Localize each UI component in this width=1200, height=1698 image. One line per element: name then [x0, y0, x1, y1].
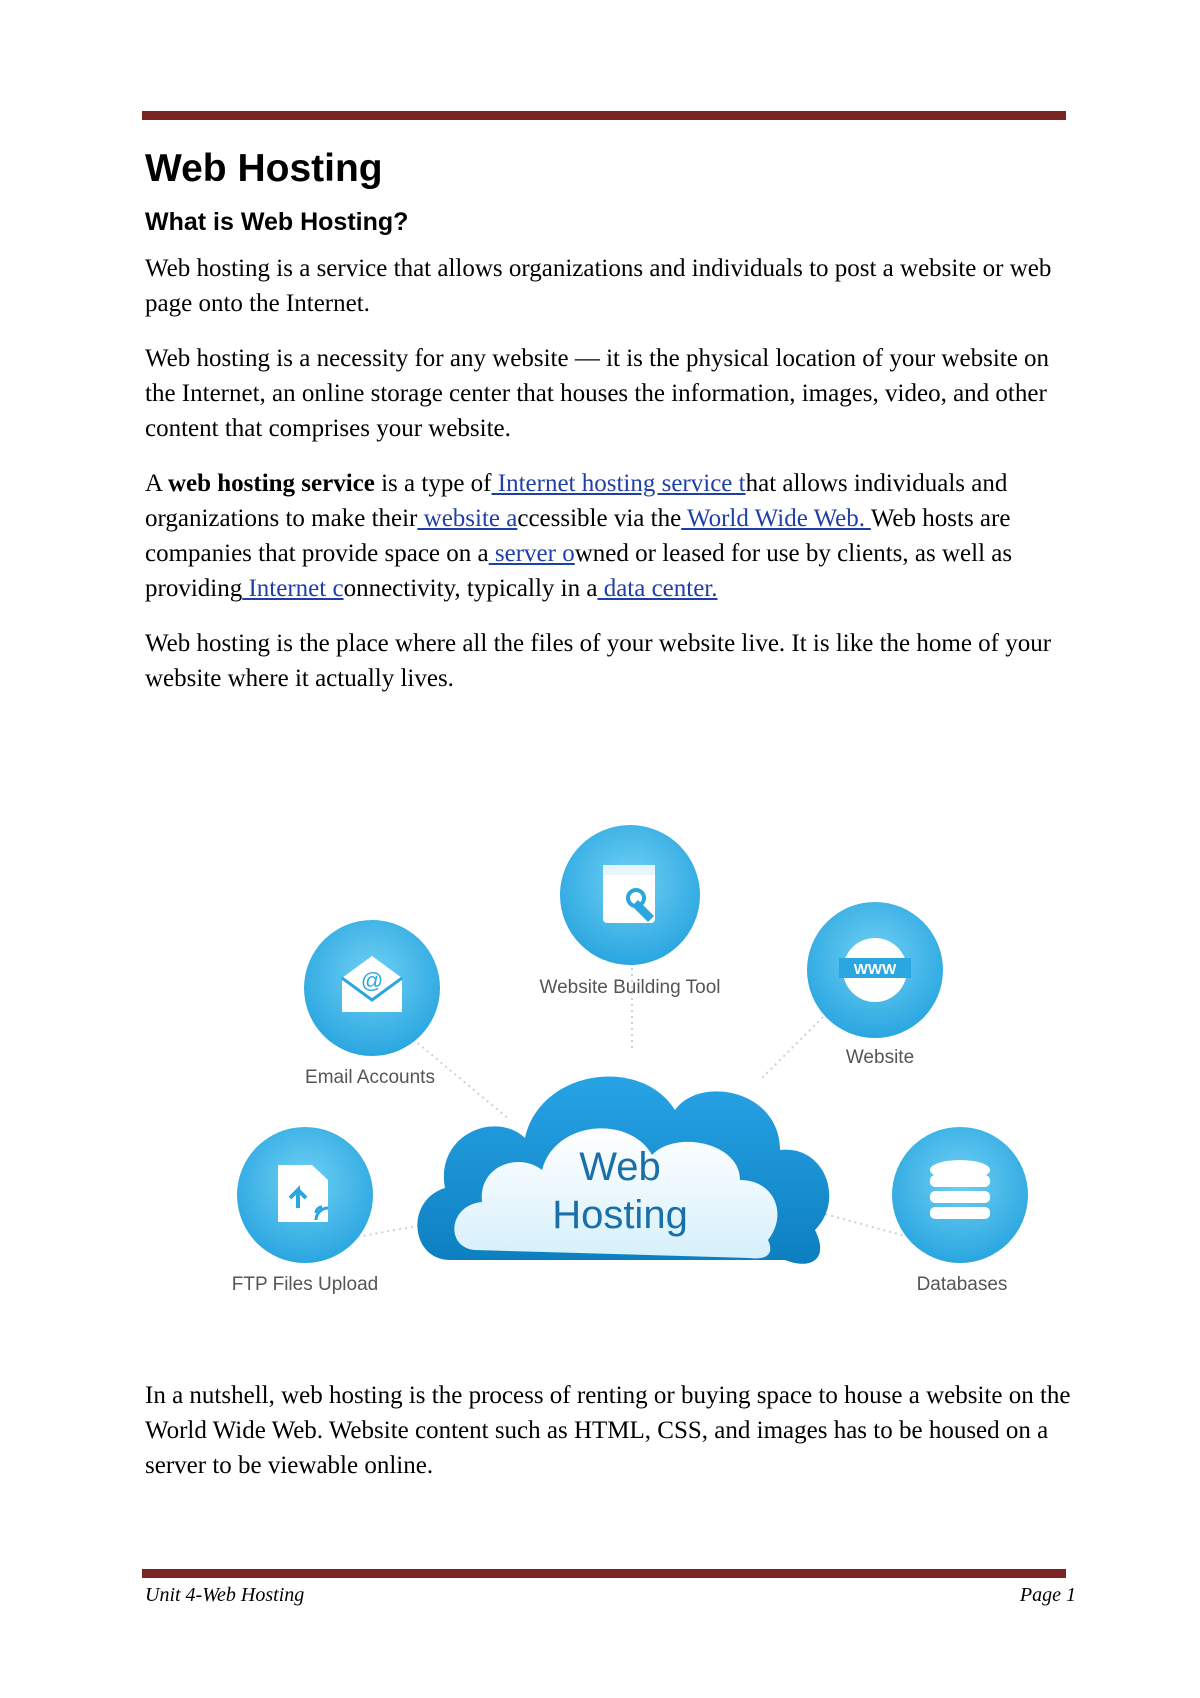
- footer-page-number: Page 1: [1019, 1584, 1076, 1606]
- section-heading: What is Web Hosting?: [145, 207, 409, 236]
- text-run: A: [145, 469, 168, 497]
- databases-label: Databases: [916, 1274, 1008, 1295]
- paragraph-home: Web hosting is the place where all the files of your website live. It is like the home of your website where it actually lives.: [145, 629, 1052, 692]
- link-internet-hosting-service[interactable]: Internet hosting service t: [491, 469, 746, 497]
- ftp-node: [232, 1127, 378, 1295]
- cloud-title-line2: Hosting: [552, 1193, 688, 1237]
- website-label: Website: [845, 1047, 915, 1068]
- link-world-wide-web[interactable]: World Wide Web.: [681, 504, 871, 532]
- bold-term: web hosting service: [167, 469, 375, 497]
- web-hosting-illustration: [220, 820, 1040, 1340]
- link-server[interactable]: server o: [488, 539, 575, 567]
- paragraph-necessity: Web hosting is a necessity for any website — it is the physical location of your website on the Internet, an online storage center that houses the information, images, video, and other content that comprises your website.: [145, 344, 1050, 442]
- hosting-diagram: [220, 820, 1040, 1340]
- text-run: wned or leased for use by clients, as well as providing: [145, 539, 1013, 602]
- at-sign-icon: @: [360, 968, 384, 993]
- www-globe-icon: WWW: [853, 961, 897, 978]
- link-website[interactable]: website a: [417, 504, 518, 532]
- email-label: Email Accounts: [305, 1067, 435, 1088]
- text-run: ccessible via the: [517, 504, 682, 532]
- text-run: hat allows individuals and organizations to make their: [145, 469, 1008, 532]
- header-rule: [142, 111, 1066, 120]
- text-run: onnectivity, typically in a: [343, 574, 598, 602]
- page-title: Web Hosting: [145, 147, 383, 190]
- email-node: [304, 920, 440, 1088]
- main-content: [145, 146, 1080, 716]
- link-data-center[interactable]: data center.: [597, 574, 718, 602]
- cloud-icon: [417, 1076, 829, 1263]
- text-run: is a type of: [374, 469, 492, 497]
- paragraph-nutshell: In a nutshell, web hosting is the process of renting or buying space to house a website on the World Wide Web. Website content such as HTML, CSS, and images has to be housed on a server to be viewable online.: [145, 1382, 1071, 1479]
- paragraph-service: [145, 466, 1080, 606]
- website-node: [807, 902, 943, 1068]
- closing-section: [145, 1378, 1080, 1503]
- footer-unit: Unit 4-Web Hosting: [145, 1584, 305, 1606]
- ftp-label: FTP Files Upload: [231, 1274, 379, 1295]
- footer-rule: [142, 1569, 1066, 1578]
- builder-label: Website Building Tool: [539, 977, 721, 998]
- cloud-title-line1: Web: [579, 1145, 661, 1189]
- builder-node: [540, 825, 721, 998]
- link-internet[interactable]: Internet c: [242, 574, 344, 602]
- databases-node: [892, 1127, 1028, 1295]
- text-run: Web hosts are companies that provide space on a: [145, 504, 1011, 567]
- paragraph-definition: Web hosting is a service that allows organizations and individuals to post a website or web page onto the Internet.: [145, 254, 1052, 317]
